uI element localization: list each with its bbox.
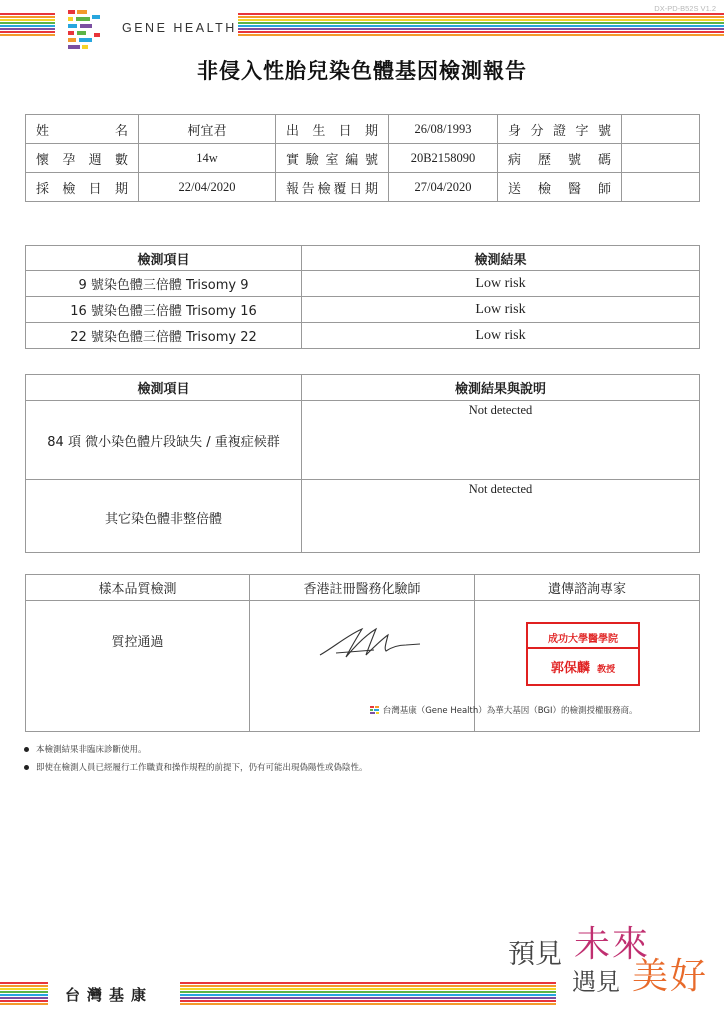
label-char: 報: [286, 181, 300, 197]
trisomy-item: 22 號染色體三倍體 Trisomy 22: [26, 323, 302, 349]
sample-date-label-text: [26, 178, 138, 197]
micro-col-item: 檢測項目: [26, 375, 302, 401]
label-char: 證: [552, 123, 566, 139]
label-char: 分: [530, 123, 544, 139]
footer-stripes-left: [0, 982, 48, 1006]
label-char: 號: [567, 152, 581, 168]
qc-col-technologist: 香港註冊醫務化驗師: [250, 575, 475, 601]
label-char: 號: [364, 152, 378, 168]
label-char: 期: [364, 181, 378, 197]
footer-stripes-right: [180, 982, 556, 1006]
header-stripes-left: [0, 13, 55, 37]
doctor-label: [498, 173, 622, 202]
table-row: [26, 480, 700, 553]
table-row: [26, 271, 700, 297]
table-row: [26, 323, 700, 349]
trisomy-result: Low risk: [302, 323, 700, 349]
label-char: 檢: [62, 181, 76, 197]
stamp-institution: 成功大學醫學院: [548, 634, 618, 645]
id-value: [622, 115, 700, 144]
review-date-label-text: [276, 178, 388, 197]
trisomy-results-table: [25, 245, 700, 349]
label-char: 日: [338, 123, 352, 139]
label-char: 覆: [333, 181, 347, 197]
weeks-label-text: [26, 149, 138, 168]
qc-col-quality: 樣本品質檢測: [26, 575, 250, 601]
record-label-text: [498, 149, 621, 168]
bullet-icon: [24, 747, 29, 752]
micro-item: 其它染色體非整倍體: [26, 480, 302, 553]
weeks-value: 14w: [139, 144, 276, 173]
label-char: 出: [286, 123, 300, 139]
dob-value: 26/08/1993: [389, 115, 498, 144]
note-text: 本檢測結果非臨床診斷使用。: [36, 745, 147, 755]
patient-info-table: [25, 114, 700, 202]
label-char: 告: [301, 181, 315, 197]
label-char: 編: [345, 152, 359, 168]
review-date-label: [276, 173, 389, 202]
micro-item: 84 項 微小染色體片段缺失 / 重複症候群: [26, 401, 302, 480]
label-char: 期: [114, 181, 128, 197]
label-char: 病: [508, 152, 522, 168]
qc-col-counselor: 遺傳諮詢專家: [475, 575, 700, 601]
note-text: 即使在檢測人員已經履行工作職責和操作規程的前提下，仍有可能出現偽陽性或偽陰性。: [36, 763, 368, 773]
micro-result: Not detected: [302, 401, 700, 480]
label-char: 採: [36, 181, 50, 197]
page-title: 非侵入性胎兒染色體基因檢測報告: [197, 59, 527, 83]
label-char: 醫: [567, 181, 581, 197]
label-char: 號: [597, 123, 611, 139]
note-item: [24, 761, 368, 773]
lab-no-label-text: [276, 149, 388, 168]
label-char: 數: [114, 152, 128, 168]
name-label: [26, 115, 139, 144]
micro-result: Not detected: [302, 480, 700, 553]
label-char: 歷: [537, 152, 551, 168]
id-label: [498, 115, 622, 144]
name-label-text: [26, 120, 138, 139]
header-stripes-right: [238, 13, 724, 37]
name-value: 柯宜君: [139, 115, 276, 144]
stamp-name: 郭保麟: [550, 661, 590, 676]
lab-no-value: 20B2158090: [389, 144, 498, 173]
review-date-value: 27/04/2020: [389, 173, 498, 202]
footer-company-name: 台灣基康: [65, 986, 154, 1004]
partner-note: [370, 704, 638, 716]
doctor-label-text: [498, 178, 621, 197]
label-char: 名: [114, 123, 128, 139]
table-row: [26, 401, 700, 480]
signature-icon: [316, 623, 426, 663]
label-char: 身: [508, 123, 522, 139]
label-char: 懷: [36, 152, 50, 168]
trisomy-result: Low risk: [302, 297, 700, 323]
label-char: 碼: [597, 152, 611, 168]
label-char: 期: [364, 123, 378, 139]
gene-health-small-logo-icon: [370, 706, 380, 716]
doctor-value: [622, 173, 700, 202]
sample-date-label: [26, 173, 139, 202]
label-char: 字: [575, 123, 589, 139]
label-char: 送: [508, 181, 522, 197]
label-char: 日: [349, 181, 363, 197]
label-char: 驗: [305, 152, 319, 168]
trisomy-result: Low risk: [302, 271, 700, 297]
document-code: DX-PD-B52S V1.2: [654, 4, 716, 13]
label-char: 檢: [537, 181, 551, 197]
dob-label-text: [276, 120, 388, 139]
bullet-icon: [24, 765, 29, 770]
trisomy-item: 9 號染色體三倍體 Trisomy 9: [26, 271, 302, 297]
sample-date-value: 22/04/2020: [139, 173, 276, 202]
trisomy-item: 16 號染色體三倍體 Trisomy 16: [26, 297, 302, 323]
qc-status: 質控通過: [26, 601, 250, 732]
id-label-text: [498, 120, 621, 139]
label-char: 日: [88, 181, 102, 197]
table-row: [26, 297, 700, 323]
microdeletion-table: [25, 374, 700, 553]
label-char: 師: [597, 181, 611, 197]
label-char: 實: [286, 152, 300, 168]
brand-name: GENE HEALTH: [122, 21, 237, 35]
label-char: 室: [325, 152, 339, 168]
partner-note-text: 台灣基康（Gene Health）為華大基因（BGI）的檢測授權服務商。: [382, 706, 638, 716]
weeks-label: [26, 144, 139, 173]
trisomy-col-result: 檢測結果: [302, 246, 700, 271]
label-char: 孕: [62, 152, 76, 168]
label-char: 檢: [317, 181, 331, 197]
label-char: 生: [312, 123, 326, 139]
slogan-part-4: 美好: [632, 956, 709, 997]
slogan-part-2: 未來: [574, 924, 651, 965]
slogan-part-1: 預見: [508, 939, 562, 970]
seal-stamp: [526, 622, 640, 686]
trisomy-col-item: 檢測項目: [26, 246, 302, 271]
lab-no-label: [276, 144, 389, 173]
gene-health-logo-icon: [66, 9, 116, 51]
dob-label: [276, 115, 389, 144]
label-char: 週: [88, 152, 102, 168]
record-label: [498, 144, 622, 173]
slogan-part-3: 遇見: [572, 968, 620, 996]
stamp-title: 教授: [597, 665, 616, 675]
micro-col-result: 檢測結果與說明: [302, 375, 700, 401]
label-char: 姓: [36, 123, 50, 139]
record-value: [622, 144, 700, 173]
note-item: [24, 743, 147, 755]
